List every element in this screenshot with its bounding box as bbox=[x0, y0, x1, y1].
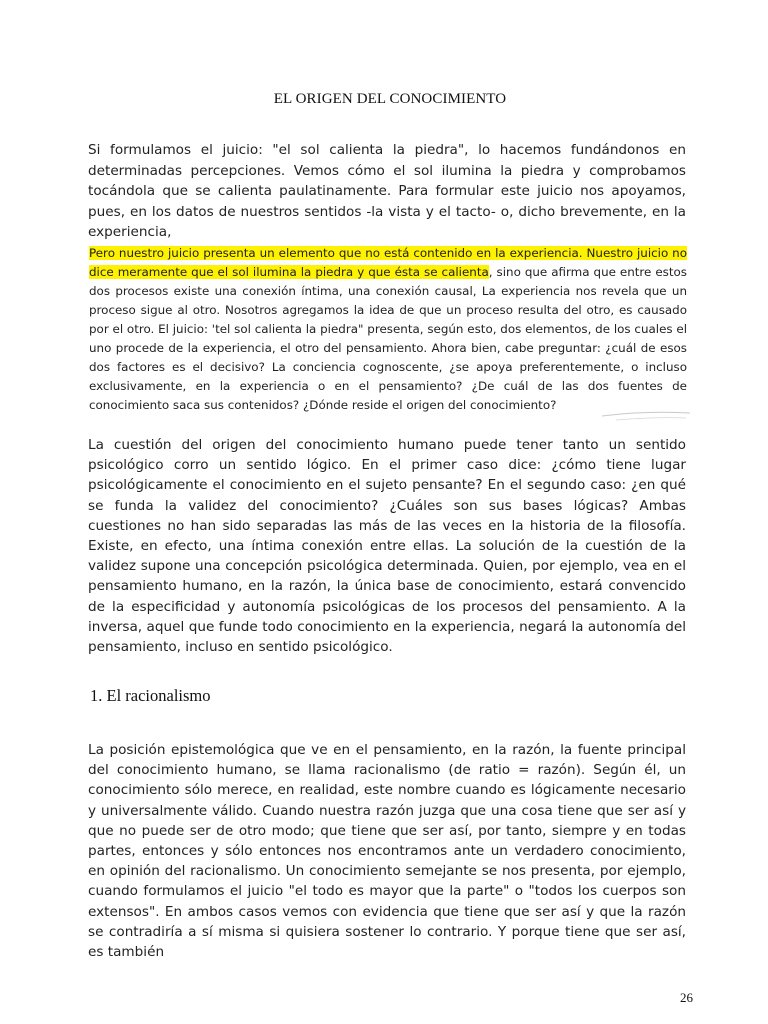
highlighted-text[interactable]: Pero nuestro juicio presenta un elemento que no está contenido en la experiencia. Nuestro juicio no dice meramente que el sol ilumina la piedra y que ésta se calienta bbox=[89, 246, 687, 279]
paragraph-continuation: , sino que afirma que entre estos dos procesos existe una conexión íntima, una conexión causal, La experiencia nos revela que un proceso sigue al otro. Nosotros agregamos la idea de que un proceso resulta del otro, es causado por el otro. El juicio: 'tel sol calienta la piedra" presenta, según esto, dos elementos, de los cuales el uno procede de la experiencia, el otro del pensamiento. Ahora bien, cabe preguntar: ¿cuál de esos dos factores es el decisivo? La conciencia cognoscente, ¿se apoya preferentemente, o incluso exclusivamente, en la experiencia o en el pensamiento? ¿De cuál de las dos fuentes de conocimiento saca sus contenidos? ¿Dónde reside el origen del conocimiento? bbox=[89, 265, 688, 412]
document-title: EL ORIGEN DEL CONOCIMIENTO bbox=[273, 91, 507, 107]
page-number: 26 bbox=[680, 990, 693, 1005]
paragraph-origin-question: La cuestión del origen del conocimiento humano puede tener tanto un sentido psicológico corro un sentido lógico. En el primer caso dice: ¿cómo tiene lugar psicológicamente el conocimiento en el sujeto pensante? En el segundo caso: ¿en qué se funda la validez del conocimiento? ¿Cuáles son sus bases lógicas? Ambas cuestiones no han sido separadas las más de las veces en la historia de la filosofía. Existe, en efecto, una íntima conexión entre ellas. La solución de la cuestión de la validez supone una concepción psicológica determinada. Quien, por ejemplo, vea en el pensamiento humano, en la razón, la única base de conocimiento, estará convencido de la especificidad y autonomía psicológicas de los procesos del pensamiento. A la inversa, aquel que funde todo conocimiento en la experiencia, negará la autonomía del pensamiento, incluso en sentido psicológico. bbox=[88, 437, 686, 656]
paragraph-rationalism: La posición epistemológica que ve en el pensamiento, en la razón, la fuente principal del conocimiento humano, se llama racionalismo (de ratio = razón). Según él, un conocimiento sólo merece, en realidad, este nombre cuando es lógicamente necesario y universalmente válido. Cuando nuestra razón juzga que una cosa tiene que ser así y que no puede ser de otro modo; que tiene que ser así, por tanto, siempre y en todas partes, entonces y sólo entonces nos encontramos ante un verdadero conocimiento, en opinión del racionalismo. Un conocimiento semejante se nos presenta, por ejemplo, cuando formulamos el juicio "el todo es mayor que la parte" o "todos los cuerpos son extensos". En ambos casos vemos con evidencia que tiene que ser así y que la razón se contradiría a sí misma si quisiera sostener lo contrario. Y porque tiene que ser así, es también bbox=[88, 742, 686, 961]
paragraph-intro: Si formulamos el juicio: "el sol calienta la piedra", lo hacemos fundándonos en determinadas percepciones. Vemos cómo el sol ilumina la piedra y comprobamos tocándola que se calienta paulatinamente. Para formular este juicio nos apoyamos, pues, en los datos de nuestros sentidos -la vista y el tacto- o, dicho brevemente, en la experiencia, bbox=[88, 142, 686, 240]
pen-stroke-mark bbox=[596, 404, 696, 426]
paragraph-highlighted-block bbox=[89, 244, 687, 415]
section-heading: 1. El racionalismo bbox=[90, 686, 211, 705]
